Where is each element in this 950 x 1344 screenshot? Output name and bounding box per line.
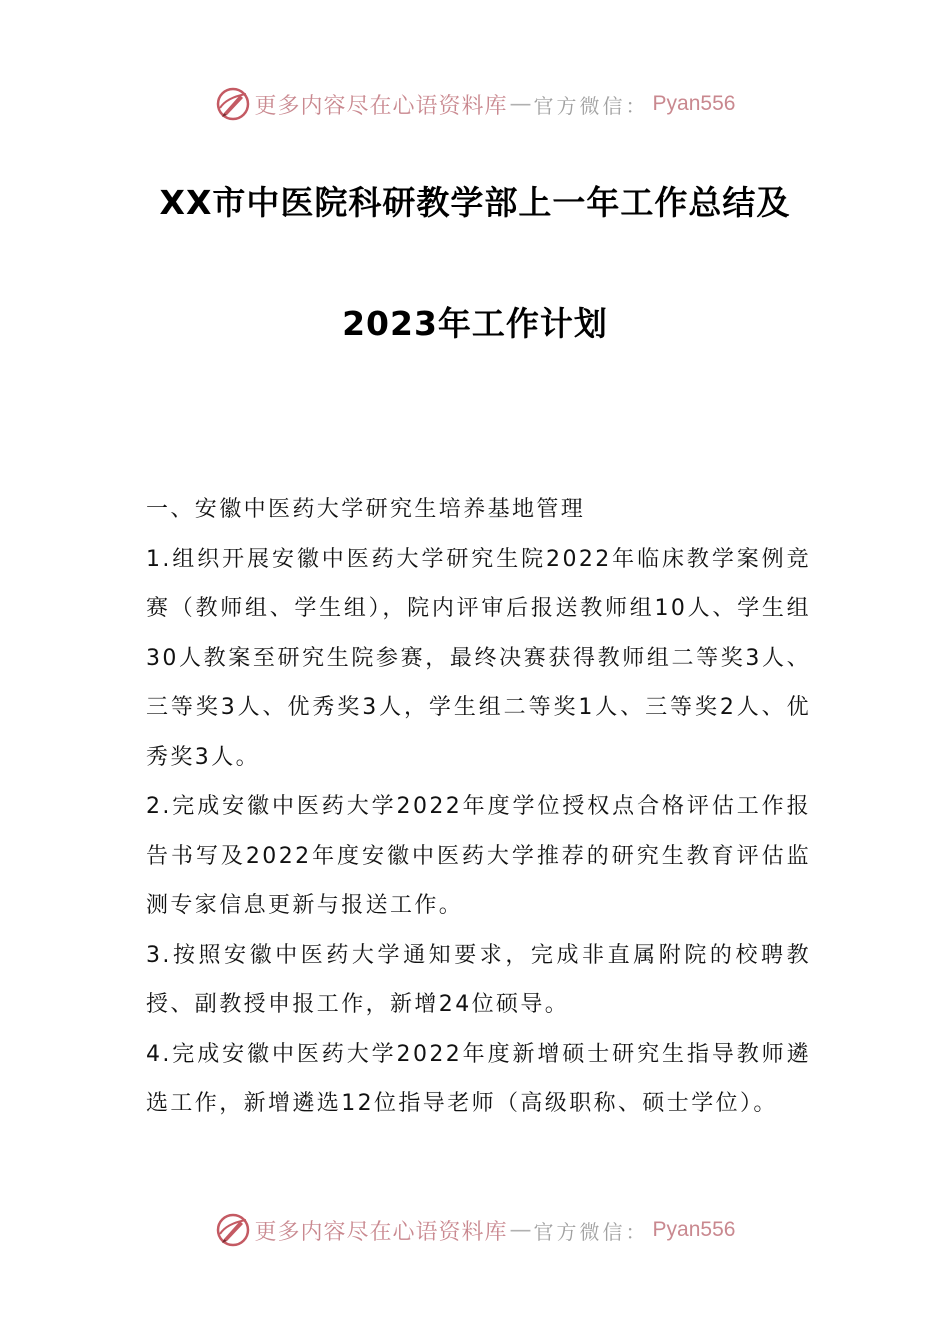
pen-logo-icon	[215, 86, 251, 122]
pen-logo-icon	[215, 1212, 251, 1248]
watermark-text: 更多内容尽在心语资料库	[254, 93, 508, 119]
watermark-banner-bottom	[0, 1210, 950, 1250]
watermark-separator: —	[509, 91, 532, 117]
list-item-1: 1.组织开展安徽中医药大学研究生院2022年临床教学案例竞赛（教师组、学生组），院内评审后报送教师组10人、学生组30人教案至研究生院参赛，最终决赛获得教师组二等奖3人、三等奖3人、优秀奖3人，学生组二等奖1人、三等奖2人、优秀奖3人。	[146, 546, 811, 770]
watermark-separator: —	[509, 1217, 532, 1243]
document-body	[146, 485, 811, 1129]
watermark-wechat-label: 官方微信：	[533, 1219, 649, 1244]
document-title-line-2: 2023年工作计划	[342, 304, 608, 343]
watermark-text: 更多内容尽在心语资料库	[254, 1219, 508, 1245]
watermark-wechat-label: 官方微信：	[533, 93, 649, 118]
list-item-3: 3.按照安徽中医药大学通知要求，完成非直属附院的校聘教授、副教授申报工作，新增24位硕导。	[146, 942, 811, 1017]
section-heading: 一、安徽中医药大学研究生培养基地管理	[146, 497, 586, 522]
document-title-line-1: XX市中医院科研教学部上一年工作总结及	[159, 183, 791, 222]
watermark-banner-top	[0, 84, 950, 124]
list-item-2: 2.完成安徽中医药大学2022年度学位授权点合格评估工作报告书写及2022年度安徽中医药大学推荐的研究生教育评估监测专家信息更新与报送工作。	[146, 794, 811, 918]
watermark-wechat-id: Pyan556	[652, 1218, 736, 1241]
watermark-wechat-id: Pyan556	[652, 92, 736, 115]
list-item-4: 4.完成安徽中医药大学2022年度新增硕士研究生指导教师遴选工作，新增遴选12位指导老师（高级职称、硕士学位）。	[146, 1041, 811, 1116]
